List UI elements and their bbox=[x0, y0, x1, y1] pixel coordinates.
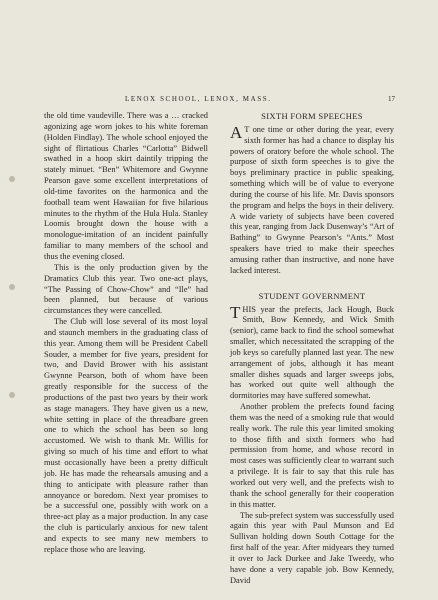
smoking-rule-paragraph: Another problem the prefects found facing them was the need of a smoking rule that would really work. The rule this year limited smoking to those fifth and sixth formers who had permission from home, and whose record in most cases was sufficiently clear to warrant such a privilege. It is fair to say that this rule has worked out very well, and the prefects wish to thank the school generally for their cooperation in this matter. bbox=[230, 402, 394, 509]
page-number: 17 bbox=[388, 95, 395, 103]
binder-hole bbox=[9, 284, 15, 290]
sub-prefect-paragraph: The sub-prefect system was successfully used again this year with Paul Munson and Ed Sullivan holding down South Cottage for the first half of the year. After midyears they turned it over to Jack Durkee and Jake Tweedy, who have done a very capable job. Bow Kennedy, David bbox=[230, 510, 394, 585]
binder-hole bbox=[9, 176, 15, 182]
student-government-heading: STUDENT GOVERNMENT bbox=[258, 290, 366, 301]
binder-hole bbox=[9, 392, 15, 398]
drop-cap: A bbox=[230, 122, 243, 142]
running-header bbox=[125, 95, 395, 103]
speeches-paragraph bbox=[230, 122, 394, 277]
left-column bbox=[44, 111, 208, 556]
prefects-paragraph bbox=[230, 302, 394, 403]
sixth-form-speeches-heading: SIXTH FORM SPEECHES bbox=[261, 111, 363, 121]
vaudeville-paragraph: the old time vaudeville. There was a … cracked agonizing age worn jokes to his white foreman (Holden Findlay). The whole school enjoyed the sight of flirtatious Charles “Carlotta” Bidwell swathed in a hoop skirt daintily tripping the stately minuet. “Ben” Whitemore and Gwynne Pearson gave some excellent interpretations of old-time favorites on the harmonica and the football team went Hawaiian for five hilarious minutes to the rhythm of the Hula Hula. Stanley Loomis brought down the house with a monologue-imitation of an incident painfully familiar to many members of the school and thus the evening closed. bbox=[44, 111, 208, 261]
right-column bbox=[230, 111, 394, 586]
dramatics-club-paragraph: This is the only production given by the Dramatics Club this year. Two one-act plays, “The Passing of Chow-Chow” and “Ile” had been planned, but because of various circumstances they were cancelled. bbox=[44, 262, 208, 316]
prefects-text: HIS year the prefects, Jack Hough, Buck Smith, Bow Kennedy, and Wick Smith (senior), came back to find the school somewhat smaller, which necessitated the scrapping of the job keys so carefully planned last year. The new arrangement of jobs, although it has meant smaller dishes squads and larger sweeps jobs, has worked out quite well although the dormitories may have suffered somewhat. bbox=[230, 304, 394, 401]
running-head-title: LENOX SCHOOL, LENOX, MASS. bbox=[125, 95, 272, 103]
speeches-text: T one time or other during the year, every sixth former has had a chance to display his powers of oratory before the whole school. The purpose of sixth form speeches is to give the boys preliminary practice in public speaking, something which will be of value to everyone during the course of his life. Mr. Davis sponsors the program and helps the boys in their delivery. A wide variety of subjects have been covered this year, ranging from Jack Dusenway’s “Art of Bathing” to Gwynne Pearson’s “Ants.” Most speakers have tried to make their speeches amusing rather than instructive, and none have lacked interest. bbox=[230, 124, 394, 275]
drop-cap: T bbox=[230, 302, 241, 322]
club-members-paragraph: The Club will lose several of its most loyal and staunch members in the graduating class of this year. Among them will be President Cabell Souder, a member for five years, president for two, and David Brower with his assistant Gwynne Pearson, both of whom have been greatly responsible for the success of the productions of the past two years by their work as stage managers. They have given us a new, white setting in place of the threadbare green one to which the school has been so long accustomed. We wish to thank Mr. Willis for giving so much of his time and effort to what must occasionally have been a pretty difficult job. He has made the rehearsals amusing and a thing to anticipate with pleasure rather than annoyance or boredom. Next year promises to be a successful one, possibly with work on a three-act play as a major production. In any case the club is particularly anxious for new talent and expects to see many new members to replace those who are leaving. bbox=[44, 317, 208, 554]
